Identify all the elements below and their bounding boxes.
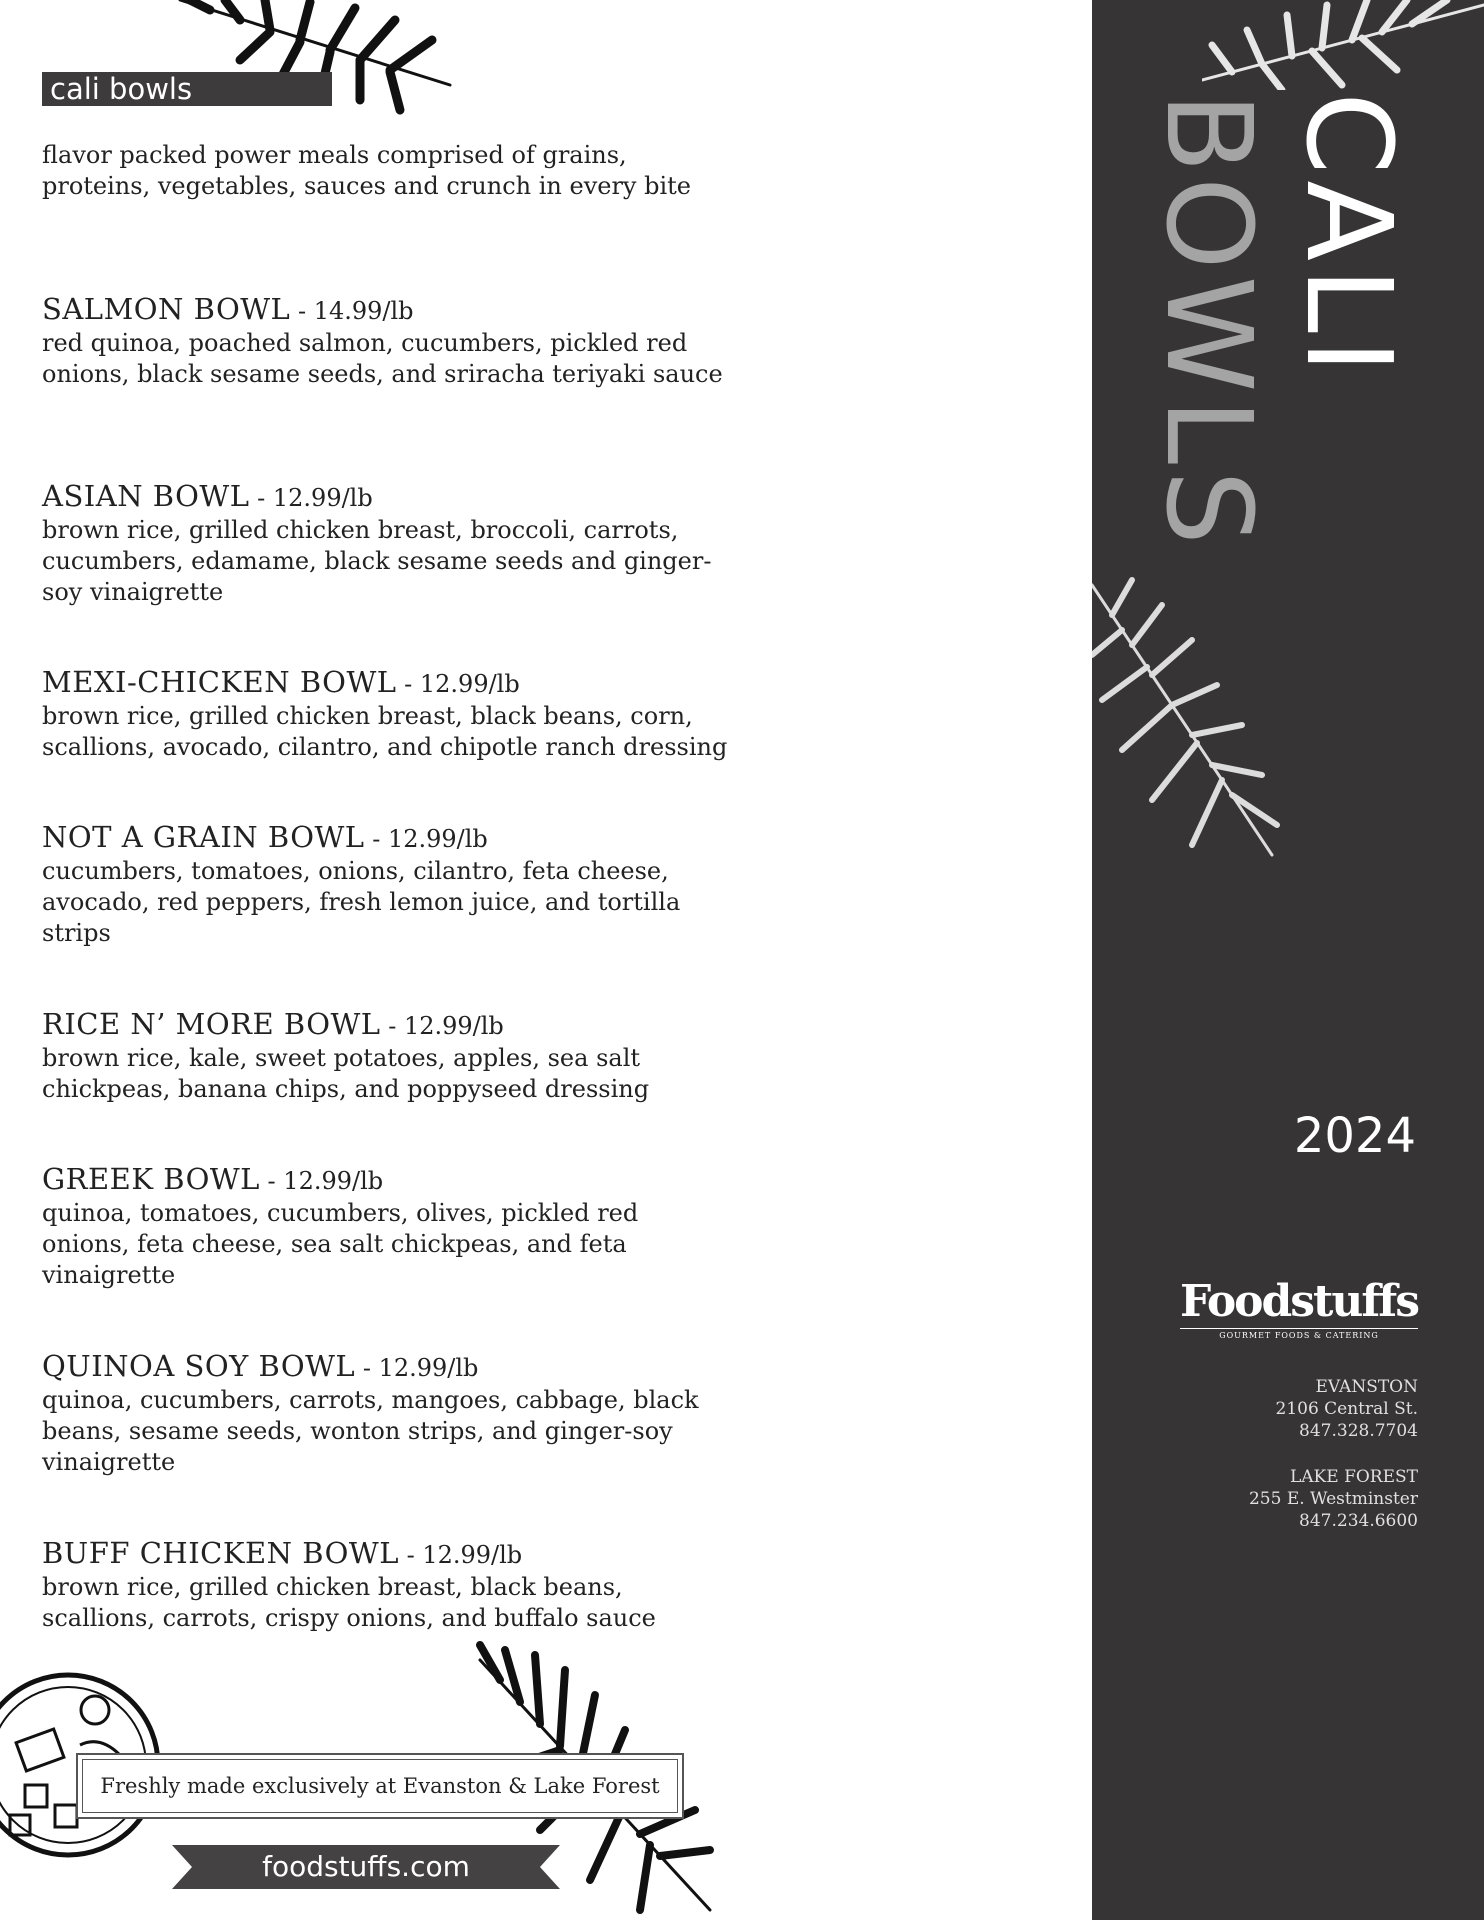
item-name: QUINOA SOY BOWL bbox=[42, 1349, 356, 1383]
palm-leaf-sidebar-top-icon bbox=[1202, 0, 1484, 90]
freshly-made-banner bbox=[76, 1753, 684, 1819]
item-price: 12.99/lb bbox=[403, 1012, 504, 1040]
logo-tagline: GOURMET FOODS & CATERING bbox=[1180, 1328, 1418, 1340]
item-price: 14.99/lb bbox=[313, 297, 414, 325]
item-separator: - bbox=[249, 484, 273, 512]
item-description: quinoa, tomatoes, cucumbers, olives, pickled red onions, feta cheese, sea salt chickpeas, and feta vinaigrette bbox=[42, 1199, 639, 1289]
item-name: MEXI-CHICKEN BOWL bbox=[42, 665, 397, 699]
store-phone[interactable]: 847.234.6600 bbox=[1299, 1511, 1418, 1531]
item-separator: - bbox=[380, 1012, 404, 1040]
item-price: 12.99/lb bbox=[422, 1541, 523, 1569]
section-tag bbox=[42, 72, 332, 106]
sidebar-title-bowls: BOWLS bbox=[1140, 92, 1278, 552]
sidebar-title-cali: CALI bbox=[1280, 92, 1418, 380]
item-separator: - bbox=[396, 670, 420, 698]
foodstuffs-logo bbox=[1179, 1276, 1418, 1340]
item-separator: - bbox=[398, 1541, 423, 1569]
item-separator: - bbox=[290, 297, 314, 325]
menu-item-rice-n-more bbox=[42, 1007, 732, 1105]
menu-item-asian bbox=[42, 479, 732, 608]
website-link[interactable]: foodstuffs.com bbox=[262, 1850, 470, 1883]
item-name: SALMON BOWL bbox=[42, 292, 291, 326]
item-price: 12.99/lb bbox=[378, 1354, 479, 1382]
store-name: LAKE FOREST bbox=[1289, 1467, 1418, 1487]
item-separator: - bbox=[355, 1354, 379, 1382]
item-description: brown rice, grilled chicken breast, black beans, corn, scallions, avocado, cilantro, and chipotle ranch dressing bbox=[42, 702, 728, 761]
item-name: GREEK BOWL bbox=[42, 1162, 260, 1196]
store-phone[interactable]: 847.328.7704 bbox=[1299, 1421, 1418, 1441]
section-tag-label: cali bowls bbox=[50, 72, 193, 106]
website-ribbon[interactable] bbox=[172, 1845, 560, 1889]
menu-intro: flavor packed power meals comprised of grains, proteins, vegetables, sauces and crunch in every bite bbox=[42, 141, 691, 200]
menu-item-mexi-chicken bbox=[42, 665, 732, 763]
store-address: 2106 Central St. bbox=[1275, 1399, 1418, 1419]
item-name: NOT A GRAIN BOWL bbox=[42, 820, 365, 854]
freshly-made-text: Freshly made exclusively at Evanston & Lake Forest bbox=[82, 1759, 678, 1813]
item-description: brown rice, grilled chicken breast, broccoli, carrots, cucumbers, edamame, black sesame seeds and ginger-soy vinaigrette bbox=[42, 516, 712, 606]
year-label: 2024 bbox=[1293, 1108, 1416, 1164]
menu-item-not-a-grain bbox=[42, 820, 732, 949]
item-description: quinoa, cucumbers, carrots, mangoes, cabbage, black beans, sesame seeds, wonton strips, and ginger-soy vinaigrette bbox=[42, 1386, 699, 1476]
item-description: brown rice, grilled chicken breast, black beans, scallions, carrots, crispy onions, and buffalo sauce bbox=[42, 1573, 656, 1632]
item-description: brown rice, kale, sweet potatoes, apples, sea salt chickpeas, banana chips, and poppyseed dressing bbox=[42, 1044, 650, 1103]
item-price: 12.99/lb bbox=[387, 825, 488, 853]
menu-item-greek bbox=[42, 1162, 732, 1291]
palm-leaf-sidebar-mid-icon bbox=[1092, 575, 1282, 865]
item-separator: - bbox=[364, 825, 388, 853]
item-description: cucumbers, tomatoes, onions, cilantro, feta cheese, avocado, red peppers, fresh lemon juice, and tortilla strips bbox=[42, 857, 681, 947]
store-lake-forest bbox=[1249, 1466, 1418, 1532]
store-evanston bbox=[1276, 1376, 1419, 1442]
item-price: 12.99/lb bbox=[283, 1167, 384, 1195]
item-name: RICE N’ MORE BOWL bbox=[42, 1007, 381, 1041]
item-price: 12.99/lb bbox=[419, 670, 520, 698]
logo-wordmark: Foodstuffs bbox=[1179, 1276, 1418, 1327]
menu-item-buff-chicken bbox=[42, 1536, 732, 1634]
menu-item-salmon bbox=[42, 292, 732, 390]
store-address: 255 E. Westminster bbox=[1248, 1489, 1418, 1509]
menu-item-quinoa-soy bbox=[42, 1349, 732, 1478]
item-separator: - bbox=[259, 1167, 284, 1195]
item-description: red quinoa, poached salmon, cucumbers, pickled red onions, black sesame seeds, and sriracha teriyaki sauce bbox=[42, 329, 723, 388]
store-name: EVANSTON bbox=[1315, 1377, 1418, 1397]
item-name: BUFF CHICKEN BOWL bbox=[42, 1536, 399, 1570]
item-name: ASIAN BOWL bbox=[42, 479, 250, 513]
item-price: 12.99/lb bbox=[272, 484, 373, 512]
